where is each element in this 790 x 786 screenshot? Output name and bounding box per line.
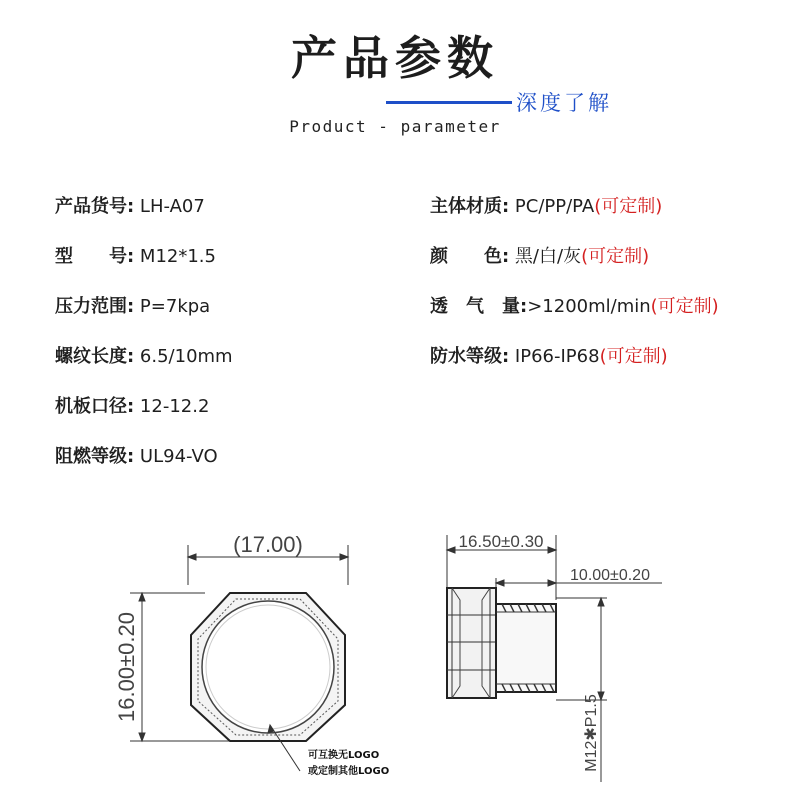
spec-label: 防水等级: xyxy=(430,346,510,367)
vent-membrane-circle xyxy=(202,601,334,733)
spec-airflow xyxy=(430,292,719,318)
arrow-icon xyxy=(598,598,604,606)
vent-plug-thread xyxy=(496,604,556,692)
arrow-icon xyxy=(188,554,196,560)
height-dimension-label: 16.00±0.20 xyxy=(114,612,139,722)
spec-label: 主体材质: xyxy=(430,196,510,217)
arrow-icon xyxy=(139,593,145,601)
spec-value: 6.5/10mm xyxy=(134,346,233,367)
total-length-dimension-label: 16.50±0.30 xyxy=(458,532,544,551)
spec-pressure xyxy=(55,292,210,318)
spec-label: 型 号: xyxy=(55,246,135,267)
spec-value: 黑/白/灰 xyxy=(509,246,582,267)
spec-value: M12*1.5 xyxy=(134,246,216,267)
page-title: 产品参数 xyxy=(291,31,499,85)
customizable-note: (可定制) xyxy=(650,296,719,317)
spec-label: 机板口径: xyxy=(55,396,135,417)
logo-note-line-2: 或定制其他LOGO xyxy=(308,766,390,777)
spec-value: 12-12.2 xyxy=(134,396,210,417)
spec-value: PC/PP/PA xyxy=(509,196,595,217)
spec-label: 螺纹长度: xyxy=(55,346,135,367)
arrow-icon xyxy=(447,547,455,553)
english-subtitle: Product - parameter xyxy=(289,117,501,136)
spec-label: 颜 色: xyxy=(430,246,510,267)
spec-thread-length xyxy=(55,342,233,368)
spec-waterproof xyxy=(430,342,668,368)
spec-material xyxy=(430,192,662,218)
spec-label: 产品货号: xyxy=(55,196,135,217)
spec-value: LH-A07 xyxy=(134,196,205,217)
arrow-icon xyxy=(139,733,145,741)
spec-value: UL94-VO xyxy=(134,446,218,467)
spec-value: P=7kpa xyxy=(134,296,211,317)
width-dimension-label: (17.00) xyxy=(233,532,303,557)
spec-model xyxy=(55,242,216,268)
customizable-note: (可定制) xyxy=(581,246,650,267)
customizable-note: (可定制) xyxy=(599,346,668,367)
spec-item-number xyxy=(55,192,205,218)
spec-flame-rating xyxy=(55,442,218,468)
thread-length-dimension-label: 10.00±0.20 xyxy=(570,567,650,584)
customizable-note: (可定制) xyxy=(594,196,663,217)
subtitle-divider xyxy=(386,101,512,104)
arrow-icon xyxy=(496,580,504,586)
spec-panel-hole xyxy=(55,392,209,418)
spec-value: IP66-IP68 xyxy=(509,346,600,367)
spec-label: 透 气 量: xyxy=(430,296,528,317)
spec-color xyxy=(430,242,649,268)
subtitle: 深度了解 xyxy=(516,91,612,115)
arrow-icon xyxy=(548,580,556,586)
spec-label: 压力范围: xyxy=(55,296,135,317)
arrow-icon xyxy=(340,554,348,560)
thread-dimension-label: M12✱P1.5 xyxy=(583,694,600,772)
spec-value: >1200ml/min xyxy=(527,296,651,317)
logo-note-line-1: 可互换无LOGO xyxy=(308,750,380,761)
technical-drawing xyxy=(0,520,790,786)
vent-plug-hex-head xyxy=(447,588,496,698)
spec-label: 阻燃等级: xyxy=(55,446,135,467)
arrow-icon xyxy=(548,547,556,553)
